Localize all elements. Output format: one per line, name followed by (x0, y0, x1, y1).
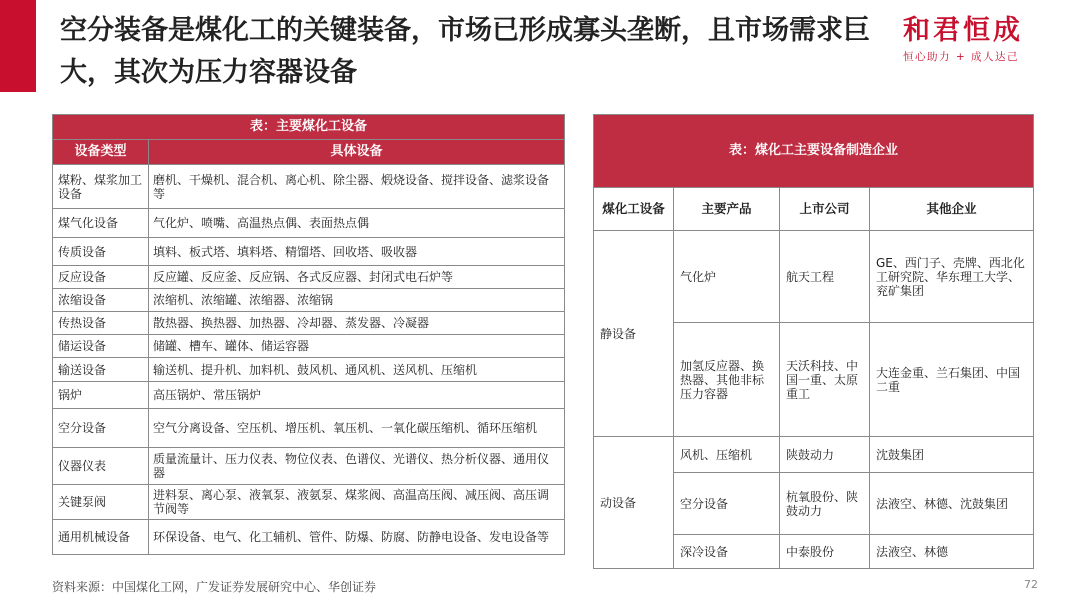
category-cell: 静设备 (594, 231, 674, 437)
product-cell: 气化炉 (674, 231, 780, 323)
table2-header-listed: 上市公司 (780, 188, 870, 231)
table-row (594, 437, 1034, 473)
equipment-detail-cell: 高压锅炉、常压锅炉 (149, 382, 565, 409)
table1-caption: 表：主要煤化工设备 (53, 115, 565, 140)
listed-company-cell: 陕鼓动力 (780, 437, 870, 473)
equipment-detail-cell: 气化炉、喷嘴、高温热点偶、表面热点偶 (149, 209, 565, 238)
table-row (53, 382, 565, 409)
table-row (53, 335, 565, 358)
equipment-type-cell: 通用机械设备 (53, 520, 149, 555)
page-number: 72 (1024, 578, 1038, 591)
logo-tagline: 恒心助力 + 成人达己 (903, 51, 1019, 63)
accent-bar (0, 0, 36, 92)
equipment-detail-cell: 散热器、换热器、加热器、冷却器、蒸发器、冷凝器 (149, 312, 565, 335)
equipment-manufacturers-table (593, 114, 1034, 569)
table-row (53, 289, 565, 312)
table-row (594, 231, 1034, 323)
equipment-type-cell: 锅炉 (53, 382, 149, 409)
equipment-type-cell: 浓缩设备 (53, 289, 149, 312)
table-row (53, 520, 565, 555)
source-note: 资料来源：中国煤化工网，广发证券发展研究中心、华创证券 (52, 580, 377, 594)
other-companies-cell: GE、西门子、壳牌、西北化工研究院、华东理工大学、兖矿集团 (870, 231, 1034, 323)
table-row (53, 409, 565, 448)
table-row (53, 485, 565, 520)
equipment-detail-cell: 输送机、提升机、加料机、鼓风机、通风机、送风机、压缩机 (149, 358, 565, 382)
equipment-type-cell: 关键泵阀 (53, 485, 149, 520)
company-logo (903, 14, 1063, 64)
table-row (53, 312, 565, 335)
equipment-detail-cell: 质量流量计、压力仪表、物位仪表、色谱仪、光谱仪、热分析仪器、通用仪器 (149, 448, 565, 485)
equipment-detail-cell: 磨机、干燥机、混合机、离心机、除尘器、煅烧设备、搅拌设备、滤浆设备等 (149, 165, 565, 209)
listed-company-cell: 杭氧股份、陕鼓动力 (780, 473, 870, 535)
other-companies-cell: 法液空、林德 (870, 535, 1034, 569)
listed-company-cell: 中泰股份 (780, 535, 870, 569)
equipment-detail-cell: 空气分离设备、空压机、增压机、氧压机、一氧化碳压缩机、循环压缩机 (149, 409, 565, 448)
equipment-type-cell: 空分设备 (53, 409, 149, 448)
table1-header-type: 设备类型 (53, 140, 149, 165)
table2-header-product: 主要产品 (674, 188, 780, 231)
table-row (53, 358, 565, 382)
equipment-detail-cell: 浓缩机、浓缩罐、浓缩器、浓缩锅 (149, 289, 565, 312)
other-companies-cell: 沈鼓集团 (870, 437, 1034, 473)
table-row (53, 209, 565, 238)
table2-header-category: 煤化工设备 (594, 188, 674, 231)
equipment-detail-cell: 进料泵、离心泵、液氧泵、液氨泵、煤浆阀、高温高压阀、减压阀、高压调节阀等 (149, 485, 565, 520)
equipment-type-cell: 煤粉、煤浆加工设备 (53, 165, 149, 209)
product-cell: 深冷设备 (674, 535, 780, 569)
table2-header-others: 其他企业 (870, 188, 1034, 231)
product-cell: 风机、压缩机 (674, 437, 780, 473)
logo-text: 和君恒成 (903, 15, 1023, 46)
equipment-type-cell: 传热设备 (53, 312, 149, 335)
equipment-detail-cell: 反应罐、反应釜、反应锅、各式反应器、封闭式电石炉等 (149, 266, 565, 289)
equipment-type-cell: 仪器仪表 (53, 448, 149, 485)
table-row (53, 266, 565, 289)
listed-company-cell: 航天工程 (780, 231, 870, 323)
product-cell: 加氢反应器、换热器、其他非标压力容器 (674, 323, 780, 437)
table-row (53, 165, 565, 209)
equipment-type-cell: 输送设备 (53, 358, 149, 382)
equipment-detail-cell: 环保设备、电气、化工辅机、管件、防爆、防腐、防静电设备、发电设备等 (149, 520, 565, 555)
equipment-type-cell: 储运设备 (53, 335, 149, 358)
equipment-detail-cell: 储罐、槽车、罐体、储运容器 (149, 335, 565, 358)
equipment-type-cell: 煤气化设备 (53, 209, 149, 238)
equipment-type-cell: 传质设备 (53, 238, 149, 266)
table1-header-equipment: 具体设备 (149, 140, 565, 165)
product-cell: 空分设备 (674, 473, 780, 535)
table2-caption: 表：煤化工主要设备制造企业 (594, 115, 1034, 188)
equipment-detail-cell: 填料、板式塔、填料塔、精馏塔、回收塔、吸收器 (149, 238, 565, 266)
other-companies-cell: 法液空、林德、沈鼓集团 (870, 473, 1034, 535)
coal-chem-equipment-table (52, 114, 565, 555)
equipment-type-cell: 反应设备 (53, 266, 149, 289)
page-title: 空分装备是煤化工的关键装备，市场已形成寡头垄断，且市场需求巨大，其次为压力容器设备 (60, 15, 870, 88)
table-row (53, 448, 565, 485)
category-cell: 动设备 (594, 437, 674, 569)
other-companies-cell: 大连金重、兰石集团、中国二重 (870, 323, 1034, 437)
listed-company-cell: 天沃科技、中国一重、太原重工 (780, 323, 870, 437)
table-row (53, 238, 565, 266)
